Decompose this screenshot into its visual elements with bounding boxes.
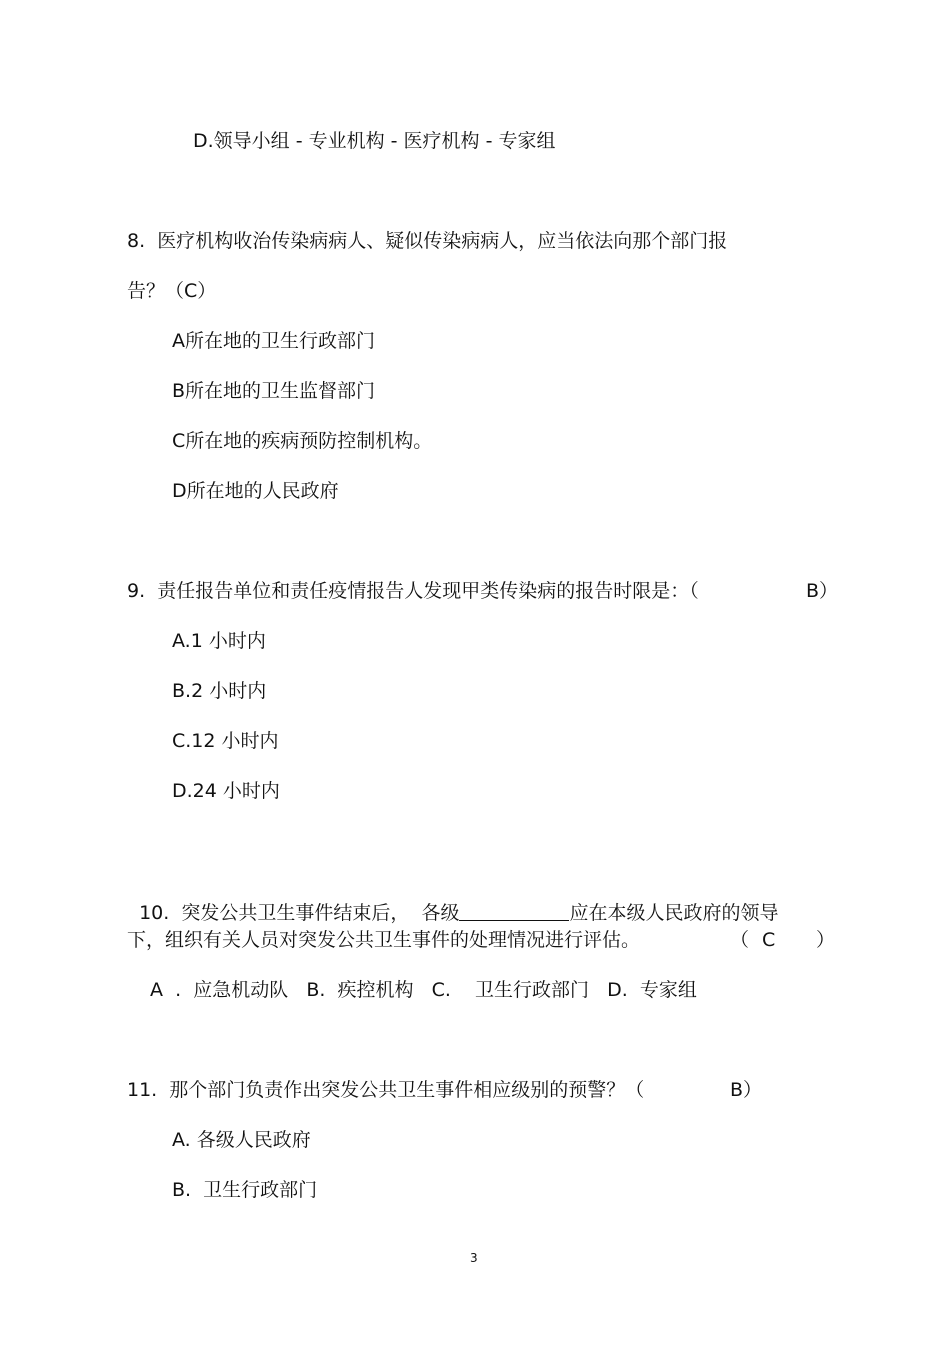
q9-option-d: D.24 小时内: [172, 780, 280, 802]
page-number: 3: [470, 1251, 478, 1265]
q11-answer: B）: [730, 1079, 763, 1101]
q10-blank: [459, 902, 569, 921]
q9-option-c: C.12 小时内: [172, 730, 279, 752]
q8-stem-line1: 8. 医疗机构收治传染病病人、疑似传染病病人，应当依法向那个部门报: [127, 230, 728, 252]
q10-answer-open: （: [730, 929, 750, 951]
q8-stem-line2: 告？（C）: [127, 280, 217, 302]
q10-options: A . 应急机动队 B. 疾控机构 C. 卫生行政部门 D. 专家组: [150, 979, 697, 1001]
q10-stem-part1: 10. 突发公共卫生事件结束后， 各级: [139, 902, 460, 924]
q11-option-a: A. 各级人民政府: [172, 1129, 311, 1151]
q8-option-d: D所在地的人民政府: [172, 480, 339, 502]
q10-answer: C: [762, 929, 776, 951]
q10-stem-line1: [127, 877, 779, 925]
q11-stem: 11. 那个部门负责作出突发公共卫生事件相应级别的预警？（: [127, 1079, 645, 1101]
q7-option-d: D.领导小组 - 专业机构 - 医疗机构 - 专家组: [193, 130, 556, 152]
q10-answer-close: ）: [816, 929, 836, 951]
q9-option-b: B.2 小时内: [172, 680, 267, 702]
q8-option-a: A所在地的卫生行政部门: [172, 330, 375, 352]
q9-stem: 9. 责任报告单位和责任疫情报告人发现甲类传染病的报告时限是：（: [127, 580, 699, 602]
q11-option-b: B. 卫生行政部门: [172, 1179, 318, 1201]
q9-option-a: A.1 小时内: [172, 630, 266, 652]
q9-answer: B）: [806, 580, 839, 602]
q10-stem-line2: 下，组织有关人员对突发公共卫生事件的处理情况进行评估。: [127, 929, 641, 951]
q10-stem-part2: 应在本级人民政府的领导: [569, 902, 779, 924]
q8-option-c: C所在地的疾病预防控制机构。: [172, 430, 433, 452]
q8-option-b: B所在地的卫生监督部门: [172, 380, 376, 402]
